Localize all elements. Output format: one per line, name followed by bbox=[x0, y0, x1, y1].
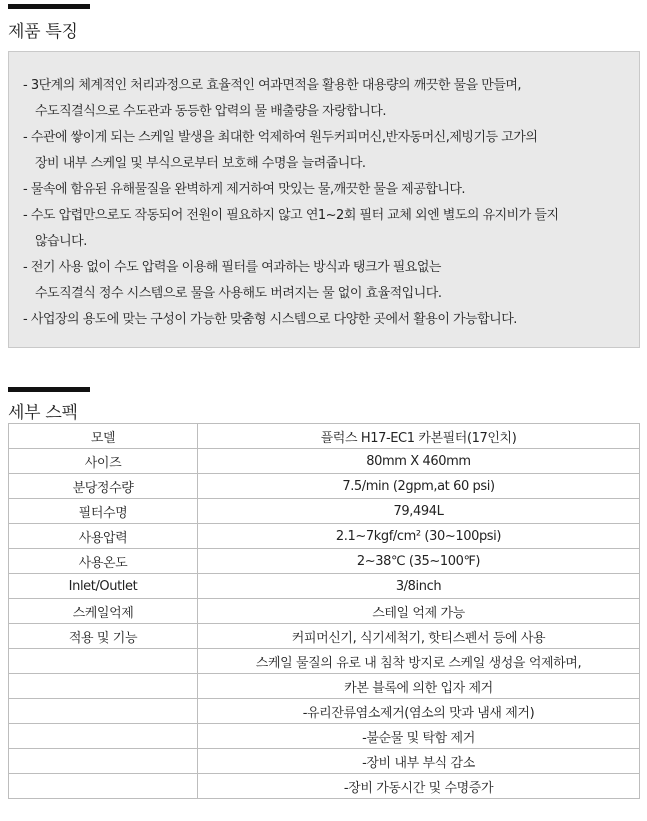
spec-label bbox=[9, 749, 198, 774]
table-row bbox=[9, 649, 640, 674]
spec-value: 80mm X 460mm bbox=[198, 449, 640, 474]
table-row bbox=[9, 774, 640, 799]
spec-label bbox=[9, 699, 198, 724]
feature-line: - 3단계의 체계적인 처리과정으로 효율적인 여과면적을 활용한 대용량의 깨끗한 물을 만들며, bbox=[23, 78, 522, 93]
spec-label: 필터수명 bbox=[9, 499, 198, 524]
spec-value: -유리잔류염소제거(염소의 맛과 냄새 제거) bbox=[198, 699, 640, 724]
feature-line: - 전기 사용 없이 수도 압력을 이용해 필터를 여과하는 방식과 탱크가 필요없는 bbox=[23, 260, 441, 275]
spec-value: -불순물 및 탁함 제거 bbox=[198, 724, 640, 749]
feature-item bbox=[23, 73, 629, 125]
feature-item bbox=[23, 203, 629, 255]
spec-label: 분당정수량 bbox=[9, 474, 198, 499]
features-list bbox=[23, 73, 629, 333]
spec-value: 2.1~7kgf/cm² (30~100psi) bbox=[198, 524, 640, 549]
table-row bbox=[9, 624, 640, 649]
table-row bbox=[9, 749, 640, 774]
spec-label: 사용압력 bbox=[9, 524, 198, 549]
spec-value: 스케일 물질의 유로 내 침착 방지로 스케일 생성을 억제하며, bbox=[198, 649, 640, 674]
spec-value: 7.5/min (2gpm,at 60 psi) bbox=[198, 474, 640, 499]
features-box bbox=[8, 51, 640, 348]
feature-line: - 수관에 쌓이게 되는 스케일 발생을 최대한 억제하여 원두커피머신,반자동머신,제빙기등 고가의 bbox=[23, 130, 538, 145]
spec-label bbox=[9, 674, 198, 699]
feature-line: 수도직결식으로 수도관과 동등한 압력의 물 배출량을 자랑합니다. bbox=[35, 104, 386, 119]
feature-line: 장비 내부 스케일 및 부식으로부터 보호해 수명을 늘려줍니다. bbox=[35, 156, 366, 171]
specs-title: 세부 스펙 bbox=[8, 403, 78, 423]
spec-label bbox=[9, 649, 198, 674]
table-row bbox=[9, 549, 640, 574]
table-row bbox=[9, 599, 640, 624]
table-row bbox=[9, 699, 640, 724]
spec-value: -장비 내부 부식 감소 bbox=[198, 749, 640, 774]
spec-value: 스테일 억제 가능 bbox=[198, 599, 640, 624]
table-row bbox=[9, 499, 640, 524]
feature-item bbox=[23, 125, 629, 177]
table-row bbox=[9, 574, 640, 599]
table-row bbox=[9, 724, 640, 749]
spec-value: 플럭스 H17-EC1 카본필터(17인치) bbox=[198, 424, 640, 449]
spec-value: 카본 블록에 의한 입자 제거 bbox=[198, 674, 640, 699]
table-row bbox=[9, 524, 640, 549]
table-row bbox=[9, 449, 640, 474]
feature-line: 수도직결식 정수 시스템으로 물을 사용해도 버려지는 물 없이 효율적입니다. bbox=[35, 286, 442, 301]
feature-line: - 수도 압렵만으로도 작동되어 전원이 필요하지 않고 연1~2회 필터 교체 외엔 별도의 유지비가 들지 bbox=[23, 208, 559, 223]
spec-table bbox=[8, 423, 640, 799]
table-row bbox=[9, 674, 640, 699]
spec-label: 모델 bbox=[9, 424, 198, 449]
table-row bbox=[9, 474, 640, 499]
spec-value: 커피머신기, 식기세척기, 핫티스펜서 등에 사용 bbox=[198, 624, 640, 649]
spec-label: Inlet/Outlet bbox=[9, 574, 198, 599]
spec-label: 사이즈 bbox=[9, 449, 198, 474]
feature-line: - 사업장의 용도에 맞는 구성이 가능한 맞춤형 시스템으로 다양한 곳에서 활용이 가능합니다. bbox=[23, 312, 517, 327]
spec-label: 적용 및 기능 bbox=[9, 624, 198, 649]
spec-value: -장비 가동시간 및 수명증가 bbox=[198, 774, 640, 799]
feature-item bbox=[23, 177, 629, 203]
feature-line: - 물속에 함유된 유해물질을 완벽하게 제거하여 맛있는 물,깨끗한 물을 제공합니다. bbox=[23, 182, 466, 197]
spec-value: 79,494L bbox=[198, 499, 640, 524]
feature-item bbox=[23, 255, 629, 307]
spec-label bbox=[9, 774, 198, 799]
spec-value: 3/8inch bbox=[198, 574, 640, 599]
features-title: 제품 특징 bbox=[8, 22, 78, 42]
section-title-bar bbox=[8, 387, 90, 392]
spec-label: 스케일억제 bbox=[9, 599, 198, 624]
spec-value: 2~38℃ (35~100℉) bbox=[198, 549, 640, 574]
spec-label bbox=[9, 724, 198, 749]
spec-label: 사용온도 bbox=[9, 549, 198, 574]
table-row bbox=[9, 424, 640, 449]
feature-line: 않습니다. bbox=[35, 234, 87, 249]
section-title-bar bbox=[8, 4, 90, 9]
feature-item bbox=[23, 307, 629, 333]
